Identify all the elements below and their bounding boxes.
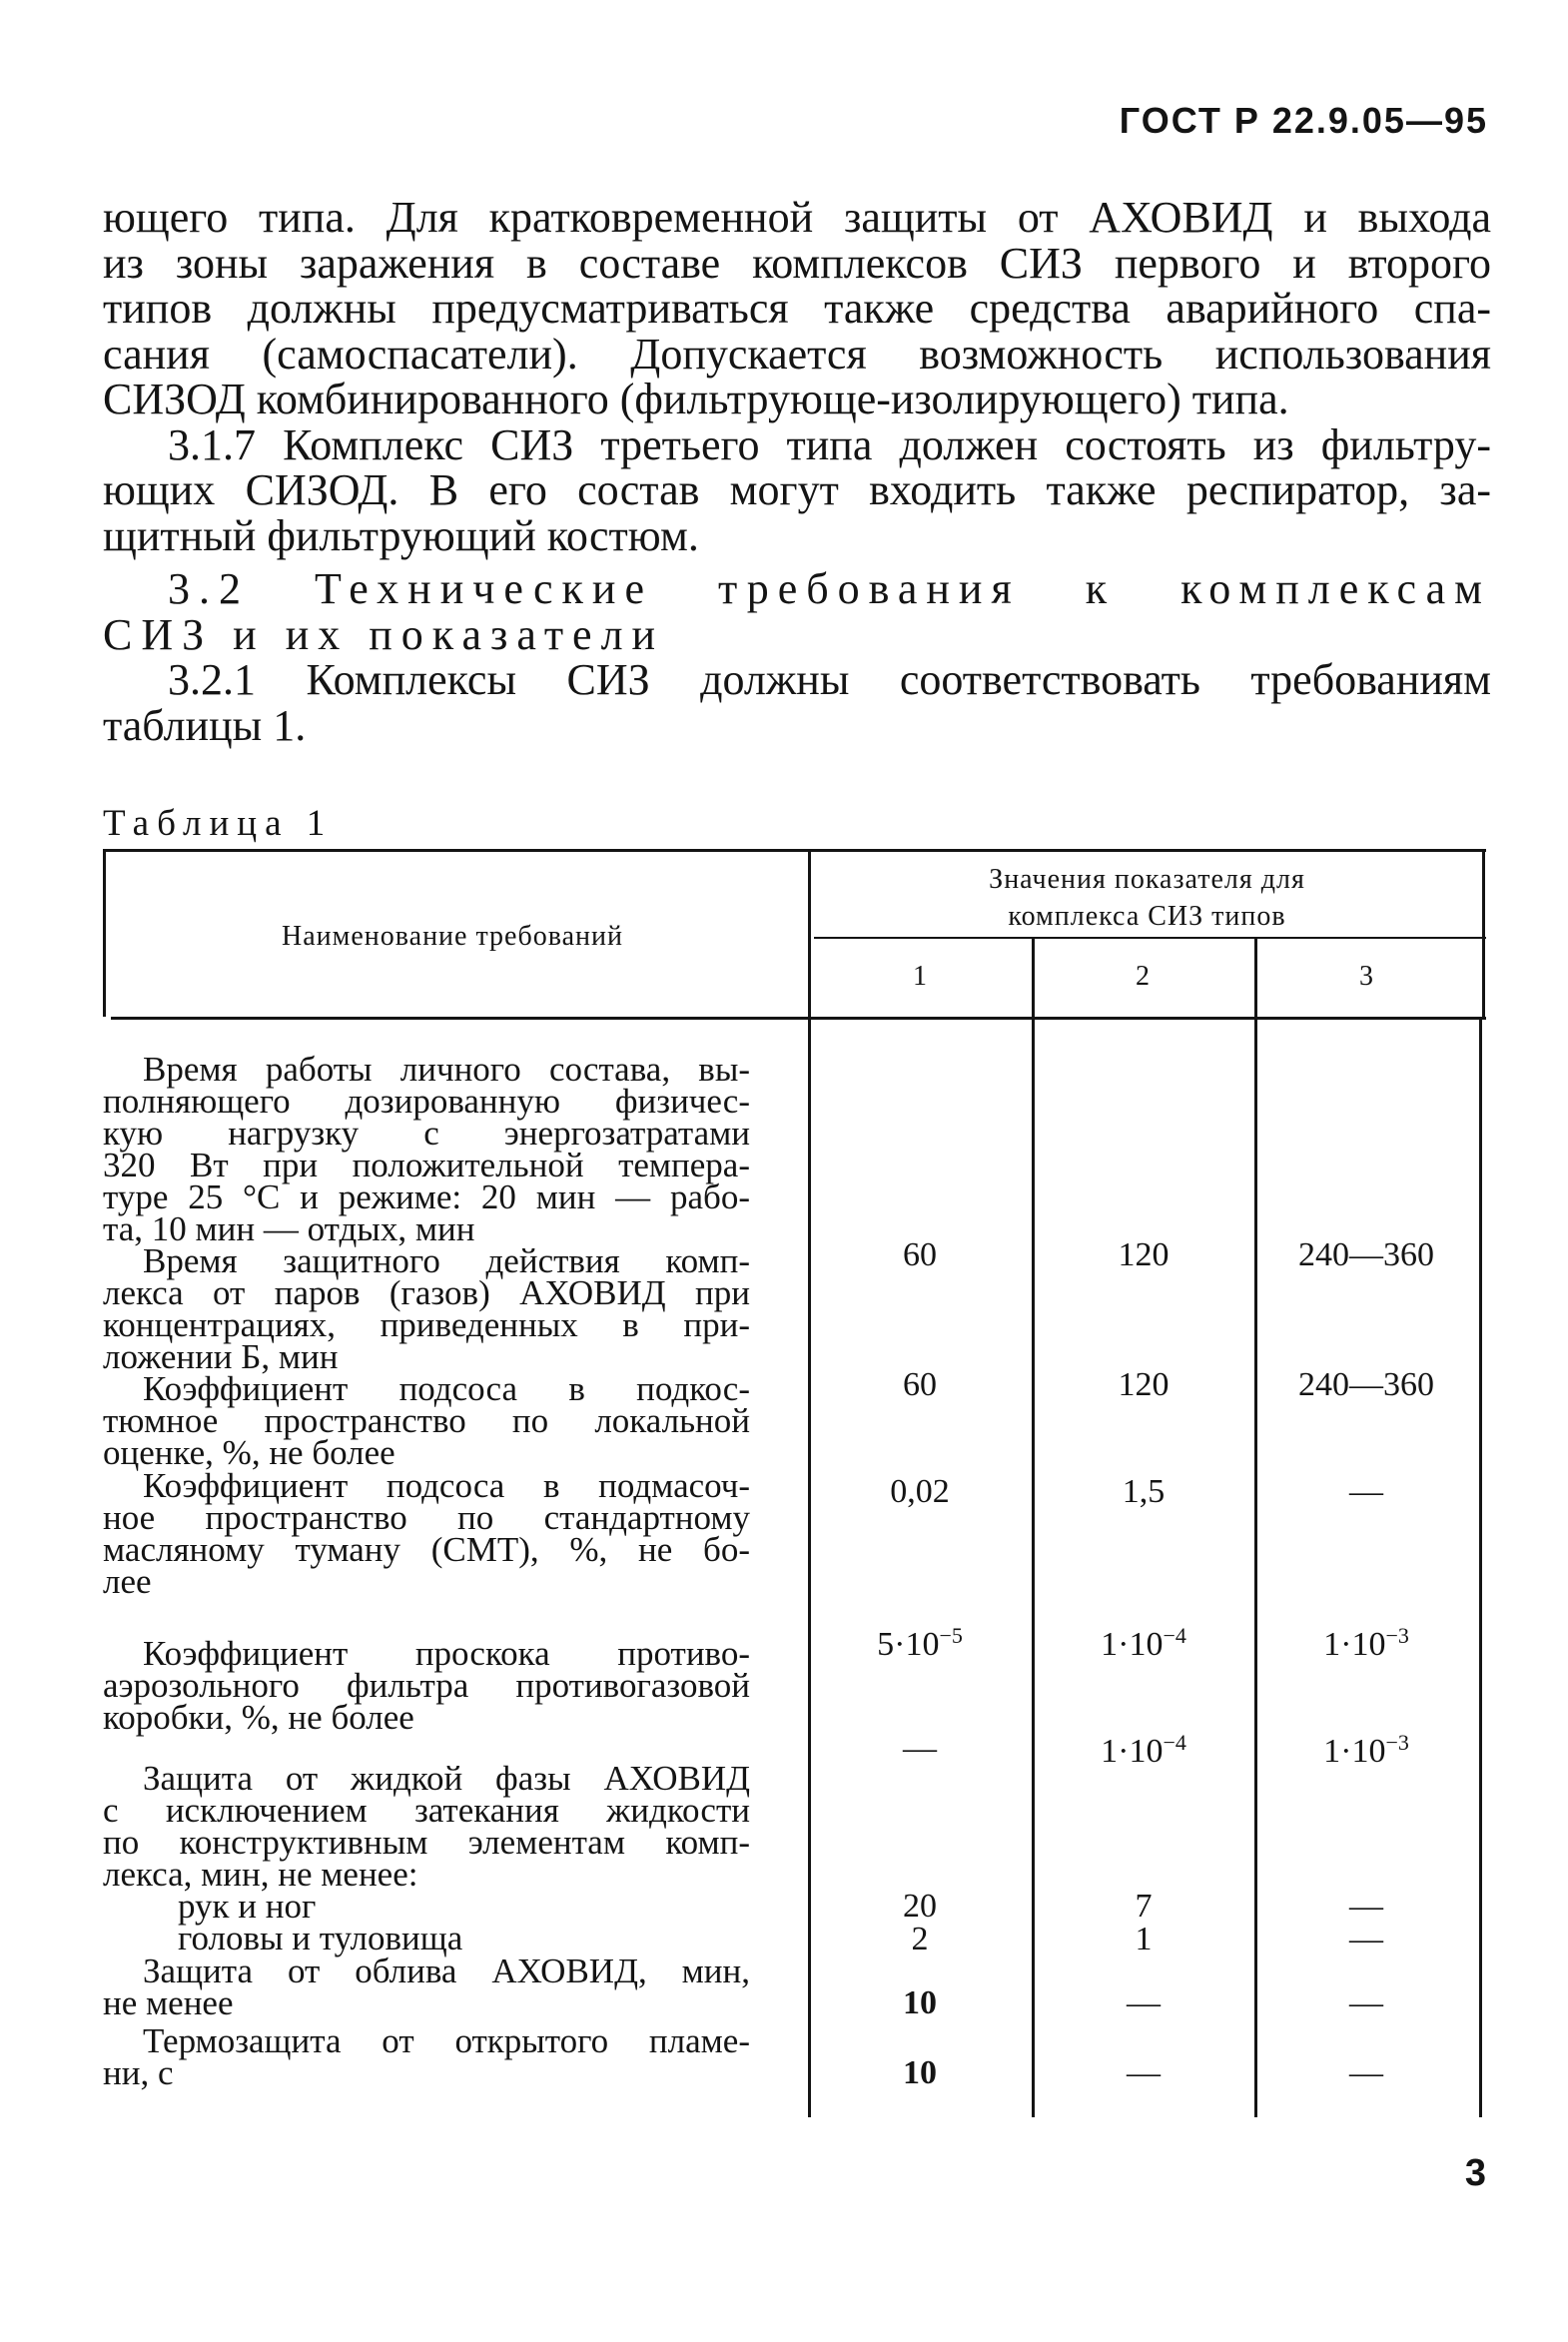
table-caption: Таблица 1 — [103, 803, 334, 844]
text-line: из зоны заражения в составе комплексов СИЗ первого и второго — [103, 238, 1491, 288]
requirement-line: головы и туловища — [178, 1919, 463, 1957]
section-heading-3-2 — [103, 566, 1491, 657]
text-line: типов должны предусматриваться также средства аварийного спа- — [103, 284, 1491, 333]
value-type3: — — [1349, 1984, 1383, 2021]
value-type1: 10 — [903, 2054, 937, 2091]
requirement-line: Коэффициент проскока противо- — [143, 1634, 750, 1673]
value-type2: 1 — [1135, 1921, 1153, 1957]
value-type3 — [1266, 1623, 1466, 1664]
requirement-line: по конструктивным элементам комп- — [103, 1823, 750, 1862]
value-type3 — [1266, 1730, 1466, 1771]
requirement-line: туре 25 °С и режиме: 20 мин — рабо- — [103, 1177, 750, 1216]
value-type2: — — [1127, 2054, 1161, 2091]
header-group-rule — [814, 937, 1486, 939]
requirement-line: Защита от жидкой фазы АХОВИД — [143, 1759, 750, 1798]
requirement-line: Коэффициент подсоса в подмасоч- — [143, 1466, 750, 1505]
header-values-line1: Значения показателя для — [989, 864, 1305, 895]
value-type2 — [1044, 1730, 1243, 1771]
requirement-line: та, 10 мин — отдых, мин — [103, 1209, 475, 1248]
value-mantissa: 5·10 — [877, 1626, 940, 1663]
document-code-header: ГОСТ Р 22.9.05—95 — [1119, 100, 1488, 141]
requirement-line: кую нагрузку с энергозатратами — [103, 1114, 750, 1153]
requirement-line: ное пространство по стандартному — [103, 1498, 750, 1537]
section-heading-line: 3.2 Технические требования к комплексам — [168, 564, 1491, 613]
value-mantissa: 1·10 — [1323, 1733, 1386, 1770]
requirement-row-7 — [103, 1952, 750, 2022]
value-type2: 7 — [1135, 1888, 1153, 1925]
value-type1: — — [903, 1730, 937, 1767]
value-type3: 240—360 — [1298, 1366, 1434, 1403]
value-type3: 240—360 — [1298, 1236, 1434, 1273]
value-type1 — [820, 1623, 1020, 1664]
value-exponent: −5 — [939, 1623, 963, 1648]
value-type2 — [1044, 1623, 1243, 1664]
header-requirement-name: Наименование требований — [282, 921, 623, 952]
table-right-border-body — [1479, 1017, 1482, 2117]
requirement-line: аэрозольного фильтра противогазовой — [103, 1666, 750, 1705]
value-type1: 20 — [903, 1888, 937, 1925]
value-exponent: −3 — [1385, 1623, 1409, 1648]
text-line: таблицы 1. — [103, 700, 307, 750]
requirement-line: концентрациях, приведенных в при- — [103, 1305, 750, 1344]
requirement-line: лекса, мин, не менее: — [103, 1855, 418, 1894]
value-exponent: −3 — [1385, 1730, 1409, 1755]
requirement-line: Время защитного действия комп- — [143, 1241, 750, 1280]
requirement-line: ложении Б, мин — [103, 1337, 339, 1376]
requirement-row-1 — [103, 1050, 750, 1248]
table-right-border — [1482, 849, 1485, 1017]
value-type1: 60 — [903, 1236, 937, 1273]
value-type2: 120 — [1118, 1236, 1170, 1273]
value-type1: 60 — [903, 1366, 937, 1403]
col-divider-1 — [808, 849, 811, 2117]
page-number: 3 — [1464, 2152, 1486, 2194]
section-heading-line: СИЗ и их показатели — [103, 609, 665, 659]
value-type1: 0,02 — [890, 1473, 950, 1510]
requirement-line: полняющего дозированную физичес- — [103, 1082, 750, 1121]
paragraph-continuation — [103, 195, 1491, 422]
value-type2: — — [1127, 1984, 1161, 2021]
text-line: щитный фильтрующий костюм. — [103, 510, 699, 560]
value-mantissa: 1·10 — [1101, 1733, 1164, 1770]
header-bottom-rule — [111, 1017, 1486, 1020]
requirement-line: ни, с — [103, 2053, 174, 2092]
requirement-line: лее — [103, 1562, 152, 1601]
value-type3: — — [1349, 2054, 1383, 2091]
value-type3: — — [1349, 1888, 1383, 1925]
value-type2: 1,5 — [1122, 1473, 1166, 1510]
text-line: сания (самоспасатели). Допускается возможность использования — [103, 329, 1491, 379]
text-line: ющего типа. Для кратковременной защиты от АХОВИД и выхода — [103, 193, 1491, 242]
value-exponent: −4 — [1163, 1730, 1186, 1755]
requirement-row-4 — [103, 1466, 750, 1601]
value-type1: 10 — [903, 1984, 937, 2021]
paragraph-3-1-7 — [103, 419, 1491, 560]
value-type2: 120 — [1118, 1366, 1170, 1403]
header-values-line2: комплекса СИЗ типов — [1008, 901, 1286, 932]
requirement-line: не менее — [103, 1983, 234, 2022]
requirement-row-8 — [103, 2021, 750, 2092]
requirement-row-6 — [103, 1759, 750, 1894]
requirement-line: с исключением затекания жидкости — [103, 1791, 750, 1830]
value-type3: — — [1349, 1921, 1383, 1957]
requirement-line: лекса от паров (газов) АХОВИД при — [103, 1273, 750, 1312]
requirement-line: тюмное пространство по локальной — [103, 1401, 750, 1440]
table-top-rule — [103, 849, 1486, 852]
value-type3: — — [1349, 1473, 1383, 1510]
requirement-line: рук и ног — [178, 1887, 317, 1926]
header-col-1: 1 — [913, 961, 927, 992]
text-line: СИЗОД комбинированного (фильтрующе-изолирующего) типа. — [103, 375, 1289, 423]
paragraph-3-2-1 — [103, 657, 1491, 748]
value-exponent: −4 — [1163, 1623, 1186, 1648]
text-line: 3.2.1 Комплексы СИЗ должны соответствовать требованиям — [168, 655, 1491, 704]
requirement-line: масляному туману (СМТ), %, не бо- — [103, 1530, 750, 1569]
col-divider-3 — [1254, 939, 1257, 2117]
text-line: 3.1.7 Комплекс СИЗ третьего типа должен состоять из фильтру- — [168, 419, 1491, 469]
requirement-line: Коэффициент подсоса в подкос- — [143, 1369, 750, 1408]
col-divider-2 — [1032, 939, 1035, 2117]
header-values-group — [814, 861, 1480, 935]
value-mantissa: 1·10 — [1101, 1626, 1164, 1663]
body-text — [103, 195, 1491, 748]
requirement-line: Время работы личного состава, вы- — [143, 1050, 750, 1089]
requirement-line: Термозащита от открытого пламе- — [143, 2021, 750, 2060]
requirement-row-2 — [103, 1241, 750, 1376]
text-line: ющих СИЗОД. В его состав могут входить также респиратор, за- — [103, 465, 1491, 514]
requirement-row-5 — [103, 1634, 750, 1737]
requirement-line: 320 Вт при положительной темпера- — [103, 1146, 750, 1184]
value-type1: 2 — [911, 1921, 929, 1957]
header-col-3: 3 — [1359, 961, 1373, 992]
header-col-2: 2 — [1136, 961, 1150, 992]
requirement-row-3 — [103, 1369, 750, 1472]
requirement-line: Защита от облива АХОВИД, мин, — [143, 1952, 750, 1990]
requirement-line: оценке, %, не более — [103, 1433, 395, 1472]
requirement-line: коробки, %, не более — [103, 1698, 414, 1737]
requirement-subrow-head — [103, 1919, 750, 1957]
value-mantissa: 1·10 — [1323, 1626, 1386, 1663]
